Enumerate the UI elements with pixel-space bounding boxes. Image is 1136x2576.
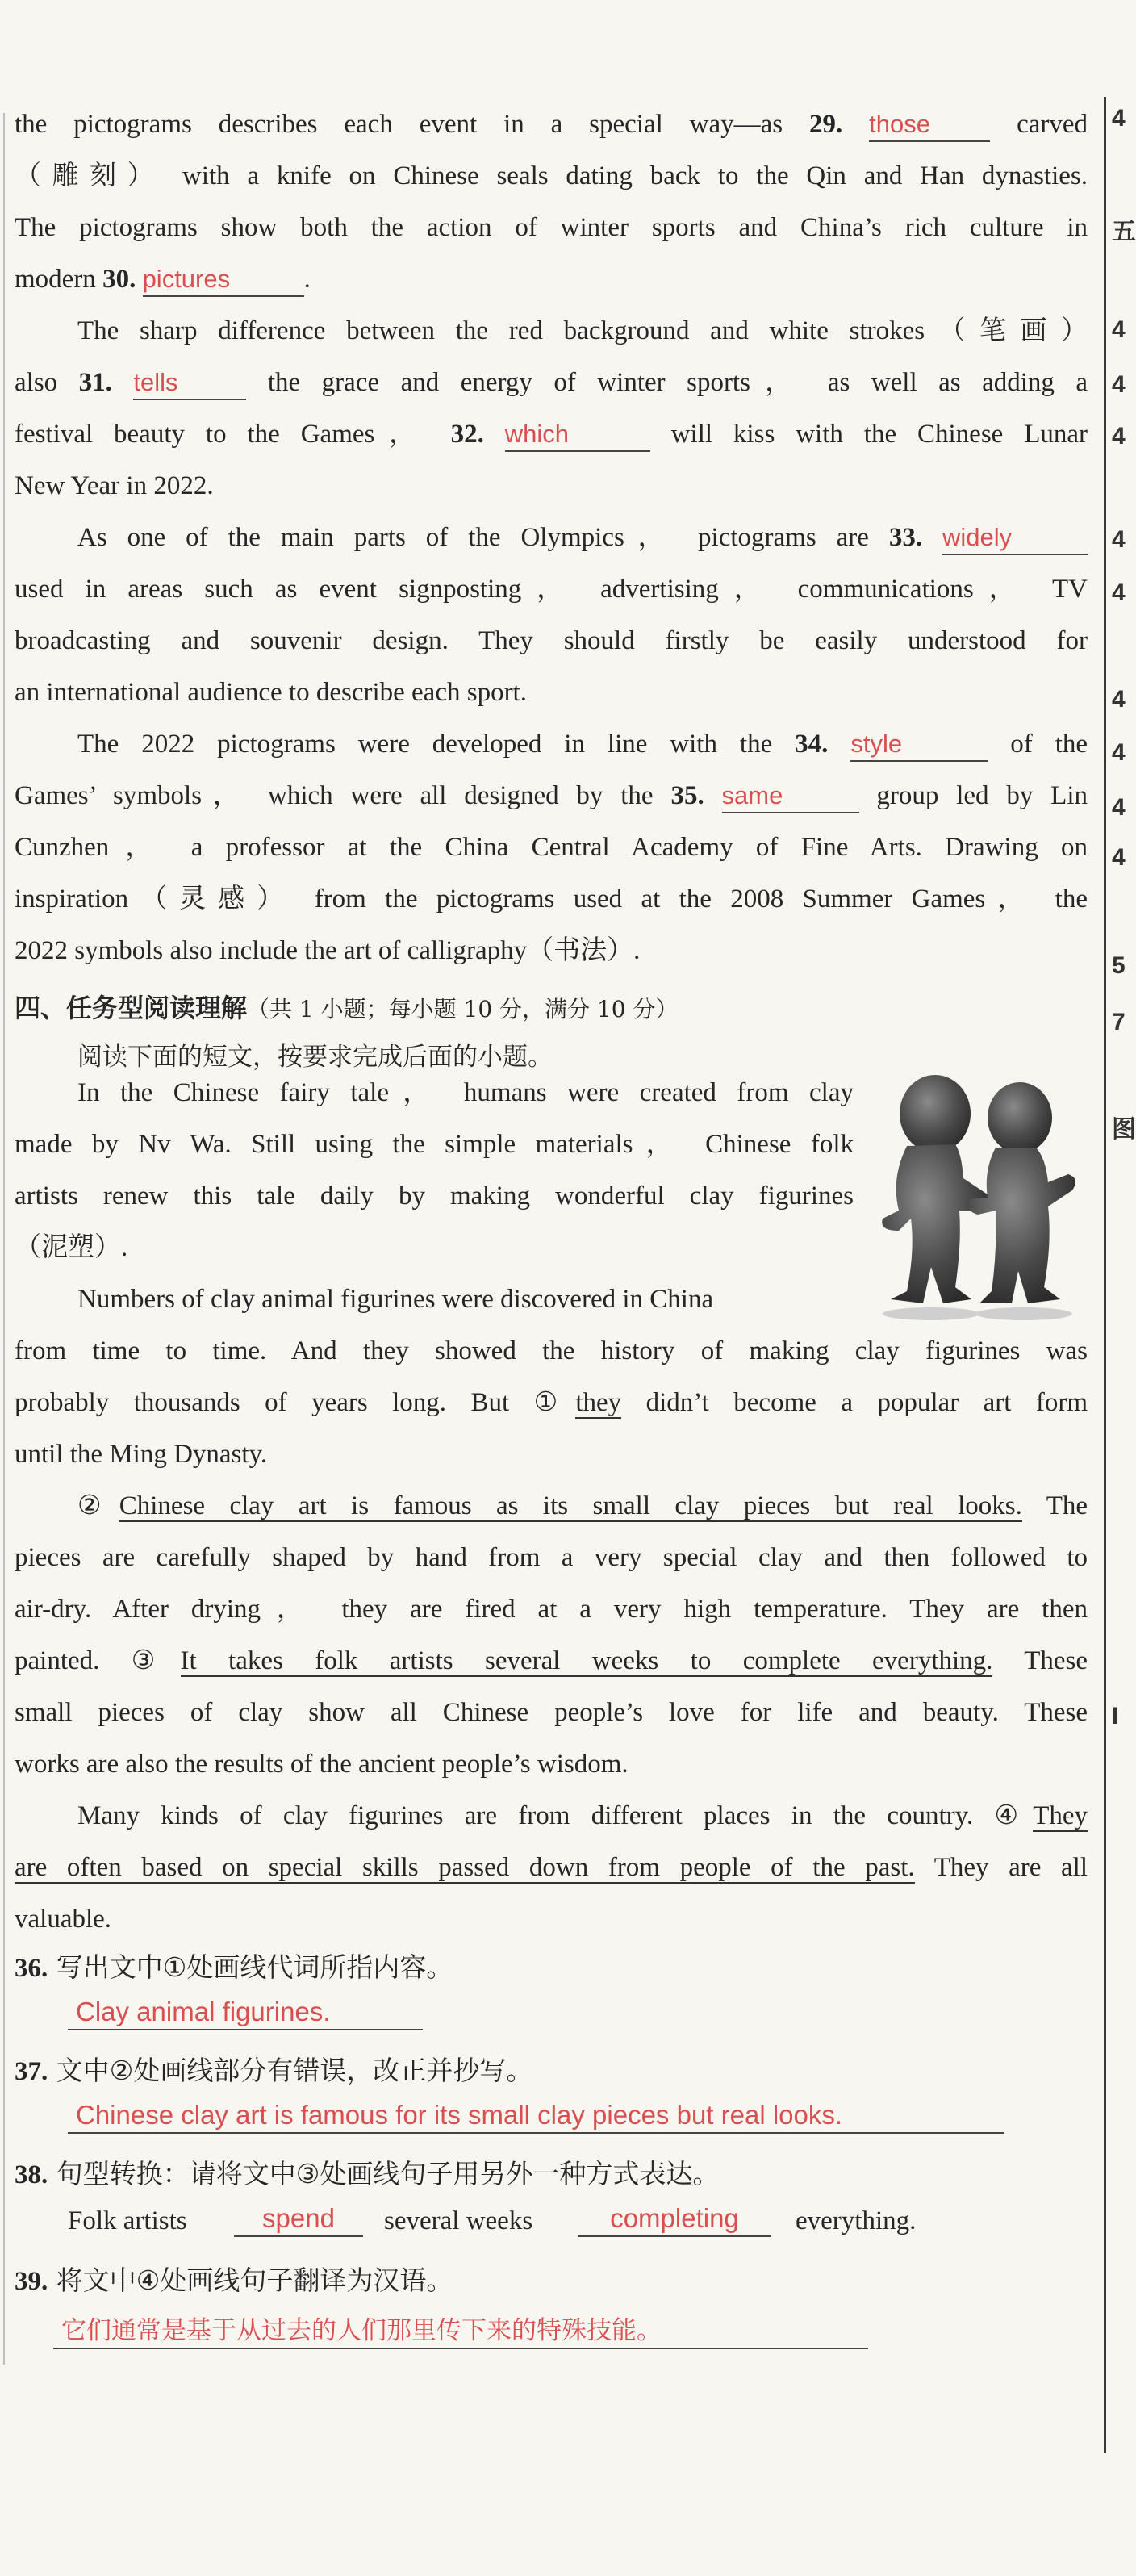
question-number: 39.: [15, 2267, 48, 2296]
cropped-number: 4: [1112, 844, 1126, 871]
cropped-number: 7: [1112, 1009, 1126, 1035]
text-line: artists renew this tale daily by making wonderful clay figurines: [15, 1181, 854, 1211]
text-line: The pictograms show both the action of winter sports and China’s rich culture in: [15, 213, 1088, 242]
text-line: The 2022 pictograms were developed in line with the: [77, 730, 773, 759]
text-line: painted.: [15, 1646, 100, 1675]
cropped-number: 4: [1112, 739, 1126, 766]
text-line: used in areas such as event signposting， advertising， communications， TV: [15, 575, 1088, 604]
cropped-char: 图: [1112, 1116, 1136, 1143]
answer-blank-33: widely: [942, 521, 1088, 555]
question-text: 写出文中①处画线代词所指内容。: [56, 1951, 453, 1983]
section-instruction: 阅读下面的短文，按要求完成后面的小题。: [77, 1043, 553, 1072]
marker-2: ②: [77, 1491, 119, 1520]
cropped-number: 4: [1112, 579, 1126, 606]
text-line: Many kinds of clay figurines are from different places in the country.: [77, 1801, 974, 1830]
answer-38-blank-2: completing: [578, 2203, 771, 2237]
cropped-number: 4: [1112, 794, 1126, 821]
answer-blank-35: same: [722, 780, 859, 813]
text-line: an international audience to describe each sport.: [15, 678, 527, 707]
section-4-heading: [15, 988, 679, 1025]
cropped-char: I: [1112, 1703, 1119, 1729]
question-39: [15, 2260, 453, 2298]
text-line: Numbers of clay animal figurines were discovered in China: [77, 1285, 714, 1314]
text-line: The: [1046, 1491, 1088, 1520]
left-margin-rule: [3, 113, 5, 2365]
marker-4: ④: [994, 1801, 1034, 1830]
question-number: 32.: [450, 420, 484, 449]
underlined-sentence-4: They: [1033, 1801, 1088, 1830]
answer-blank-29: those: [869, 108, 990, 142]
underlined-sentence-4-cont: are often based on special skills passed down from people of the past.: [15, 1853, 915, 1882]
text-fragment: several weeks: [384, 2206, 533, 2235]
text-line: （泥塑）.: [15, 1233, 128, 1262]
text-line: air-dry. After drying， they are fired at a very high temperature. They are then: [15, 1595, 1088, 1624]
question-number: 35.: [670, 781, 704, 810]
answer-36: Clay animal figurines.: [68, 1997, 423, 2030]
question-36: [15, 1947, 453, 1984]
section-title: 四、任务型阅读理解: [15, 993, 248, 1023]
text-line: will kiss with the Chinese Lunar: [670, 420, 1088, 449]
text-line: （雕刻） with a knife on Chinese seals dating back to the Qin and Han dynasties.: [15, 161, 1088, 190]
text-line: pieces are carefully shaped by hand from a very special clay and then followed to: [15, 1543, 1088, 1572]
question-number: 38.: [15, 2160, 48, 2189]
underlined-sentence-3: It takes folk artists several weeks to complete everything.: [180, 1646, 993, 1675]
question-38-sentence: [68, 2206, 187, 2236]
cropped-number: 4: [1112, 316, 1126, 343]
question-number: 37.: [15, 2057, 48, 2086]
text-line: also: [15, 368, 58, 397]
answer-39: 它们通常是基于从过去的人们那里传下来的特殊技能。: [53, 2310, 868, 2349]
text-line: the pictograms describes each event in a special way—as: [15, 110, 783, 139]
underlined-pronoun: they: [575, 1388, 622, 1417]
answer-blank-31: tells: [133, 366, 246, 400]
cropped-char: 五: [1112, 219, 1136, 245]
text-line: made by Nv Wa. Still using the simple materials， Chinese folk: [15, 1130, 854, 1159]
text-line: valuable.: [15, 1905, 112, 1934]
passage-1-paragraph-2: [15, 305, 1088, 512]
question-text: 句型转换：请将文中③处画线句子用另外一种方式表达。: [56, 2158, 720, 2189]
passage-2-paragraph-4: [15, 1790, 1088, 1945]
text-line: of the: [1010, 730, 1088, 759]
cropped-number: 4: [1112, 686, 1126, 713]
text-line: carved: [1017, 110, 1088, 139]
text-line: These: [1024, 1646, 1088, 1675]
text-line: Games’ symbols， which were all designed by the: [15, 781, 654, 810]
text-line: 2022 symbols also include the art of calligraphy（书法）.: [15, 936, 641, 965]
text-line: until the Ming Dynasty.: [15, 1440, 268, 1469]
question-number: 33.: [888, 523, 923, 552]
text-fragment: everything.: [796, 2206, 917, 2235]
cropped-number: 5: [1112, 952, 1126, 979]
question-number: 31.: [78, 368, 112, 397]
text-line: New Year in 2022.: [15, 471, 214, 500]
answer-37: Chinese clay art is famous for its small clay pieces but real looks.: [68, 2100, 1004, 2134]
answer-blank-30: pictures: [143, 263, 304, 297]
section-subtitle: （共 1 小题；每小题 10 分，满分 10 分）: [247, 996, 679, 1022]
text-line: As one of the main parts of the Olympics， pictograms are: [77, 523, 869, 552]
right-cropped-column: [1112, 0, 1136, 2576]
text-line: group led by Lin: [876, 781, 1088, 810]
text-line: festival beauty to the Games，: [15, 420, 430, 449]
question-number: 29.: [809, 110, 843, 139]
marker-3: ③: [131, 1646, 181, 1675]
cropped-number: 4: [1112, 105, 1126, 132]
question-text: 文中②处画线部分有错误，改正并抄写。: [56, 2055, 533, 2086]
answer-blank-34: style: [850, 728, 988, 762]
passage-1-paragraph-1: [15, 98, 1088, 305]
answer-38-blank-1: spend: [234, 2203, 363, 2237]
text-line: Cunzhen， a professor at the China Central Academy of Fine Arts. Drawing on: [15, 833, 1088, 862]
cropped-number: 4: [1112, 371, 1126, 398]
underlined-sentence-2: Chinese clay art is famous as its small clay pieces but real looks.: [119, 1491, 1022, 1520]
text-fragment: Folk artists: [68, 2206, 187, 2235]
question-number: 34.: [795, 730, 829, 759]
text-line: The sharp difference between the red background and white strokes（笔画）: [77, 316, 1088, 345]
question-text: 将文中④处画线句子翻译为汉语。: [56, 2264, 453, 2296]
passage-1-paragraph-4: [15, 718, 1088, 976]
passage-1-paragraph-3: [15, 512, 1088, 718]
text-line: from time to time. And they showed the history of making clay figurines was: [15, 1336, 1088, 1365]
text-line: inspiration（灵感） from the pictograms used at the 2008 Summer Games， the: [15, 884, 1088, 914]
text-line: In the Chinese fairy tale， humans were created from clay: [77, 1078, 854, 1107]
question-number: 30.: [102, 265, 136, 294]
column-divider: [1104, 97, 1106, 2453]
marker-1: ①: [533, 1388, 576, 1417]
passage-2-paragraph-2: [15, 1273, 1088, 1480]
text-line: modern: [15, 265, 96, 294]
cropped-number: 4: [1112, 423, 1126, 450]
text-line: .: [303, 265, 311, 294]
passage-2-paragraph-3: [15, 1480, 1088, 1790]
text-line: probably thousands of years long. But: [15, 1388, 510, 1417]
text-line: broadcasting and souvenir design. They should firstly be easily understood for: [15, 626, 1088, 655]
text-line: didn’t become a popular art form: [645, 1388, 1088, 1417]
text-line: works are also the results of the ancient people’s wisdom.: [15, 1750, 629, 1779]
text-line: the grace and energy of winter sports， as well as adding a: [267, 368, 1088, 397]
question-37: [15, 2050, 532, 2088]
cropped-number: 4: [1112, 526, 1126, 553]
question-38-sentence-mid: [384, 2206, 532, 2236]
passage-2-paragraph-1: [15, 1067, 854, 1273]
answer-blank-32: which: [505, 418, 650, 452]
question-38: [15, 2153, 719, 2191]
question-38-sentence-end: [796, 2206, 916, 2236]
text-line: small pieces of clay show all Chinese people’s love for life and beauty. These: [15, 1698, 1088, 1727]
text-line: They are all: [933, 1853, 1088, 1882]
question-number: 36.: [15, 1954, 48, 1983]
